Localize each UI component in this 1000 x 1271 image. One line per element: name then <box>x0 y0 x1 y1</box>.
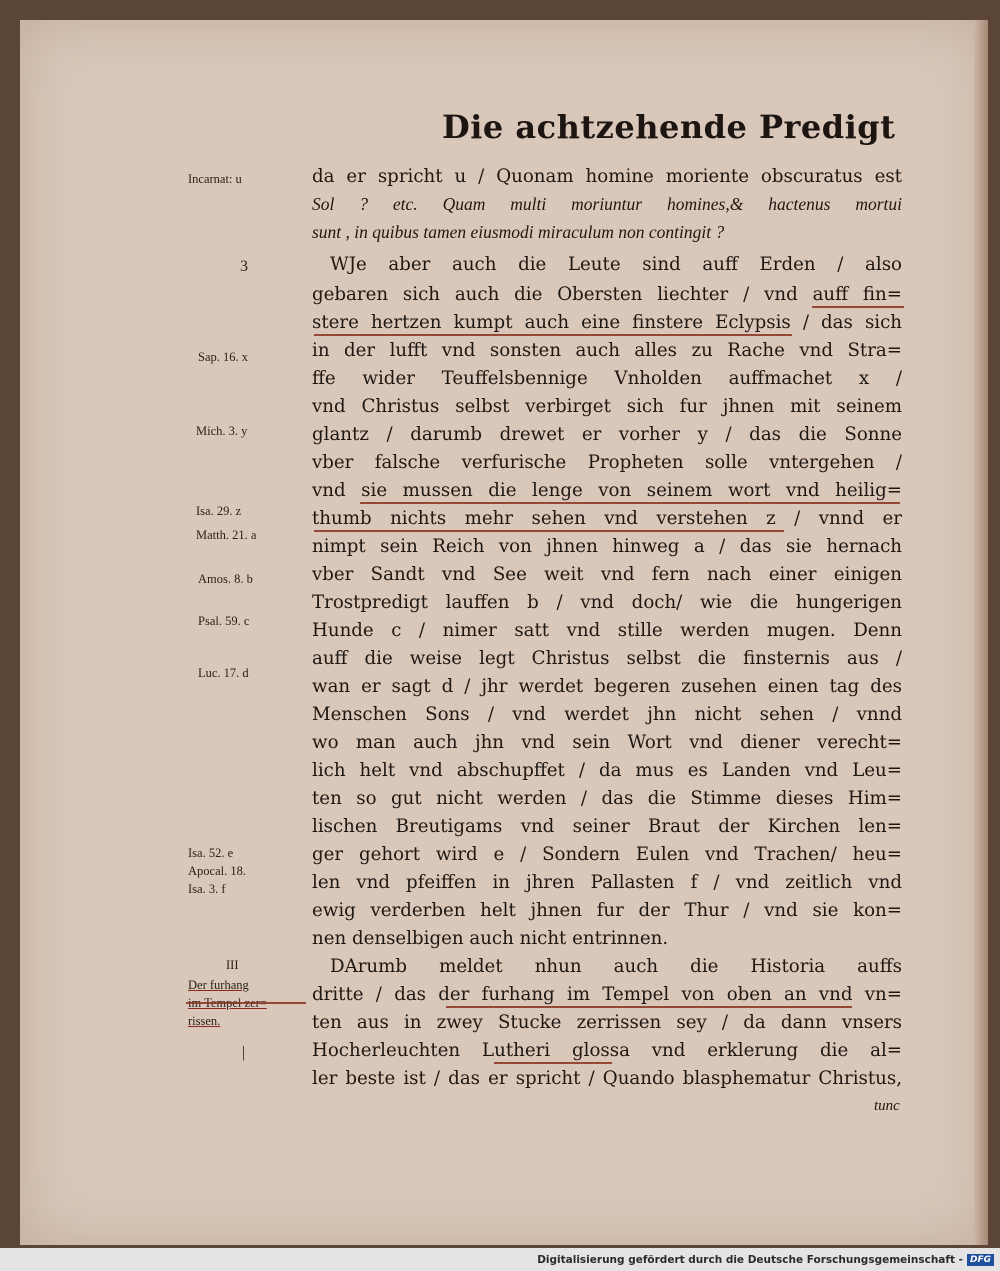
margin-note: Incarnat: u <box>188 172 242 186</box>
margin-note: rissen. <box>188 1014 221 1028</box>
text-line: len vnd pfeiffen in jhren Pallasten f / vnd zeitlich vnd <box>312 872 902 893</box>
text-line: WJe aber auch die Leute sind auff Erden / also <box>330 254 902 275</box>
page-header: Die achtzehende Predigt <box>442 108 896 146</box>
text-line: da er spricht u / Quonam homine moriente obscuratus est <box>312 166 902 187</box>
text-line: ger gehort wird e / Sondern Eulen vnd Trachen/ heu= <box>312 844 902 865</box>
text-line: ler beste ist / das er spricht / Quando blasphematur Christus, <box>312 1068 902 1089</box>
text-line: nen denselbigen auch nicht entrinnen. <box>312 928 669 949</box>
text-line: Trostpredigt lauffen b / vnd doch/ wie die hungerigen <box>312 592 902 613</box>
text-line: Hunde c / nimer satt vnd stille werden mugen. Denn <box>312 620 902 641</box>
text-line: Sol ? etc. Quam multi moriuntur homines,& hactenus mortui <box>312 194 902 214</box>
catchword: tunc <box>874 1098 900 1114</box>
text-line: sunt , in quibus tamen eiusmodi miraculum non contingit ? <box>312 222 725 242</box>
margin-note: Matth. 21. a <box>196 528 257 542</box>
text-line: vber falsche verfurische Propheten solle vntergehen / <box>312 452 902 473</box>
footer-credit: Digitalisierung gefördert durch die Deutsche Forschungsgemeinschaft - <box>537 1254 963 1266</box>
text-line: Hocherleuchten Lutheri glossa vnd erklerung die al= <box>312 1040 902 1061</box>
ink-underline <box>812 306 904 308</box>
text-line: ewig verderben helt jhnen fur der Thur / vnd sie kon= <box>312 900 902 921</box>
ink-underline <box>446 1006 852 1008</box>
text-line: vnd sie mussen die lenge von seinem wort vnd heilig= <box>312 480 902 501</box>
text-line: gebaren sich auch die Obersten liechter / vnd auff fin= <box>312 284 902 305</box>
text-line: ffe wider Teuffelsbennige Vnholden auffmachet x / <box>312 368 902 389</box>
footer <box>537 1253 994 1267</box>
text-line: lischen Breutigams vnd seiner Braut der Kirchen len= <box>312 816 902 837</box>
ink-underline <box>314 530 784 532</box>
dfg-logo[interactable]: DFG <box>967 1254 994 1266</box>
margin-note: Luc. 17. d <box>198 666 249 680</box>
margin-note: Amos. 8. b <box>198 572 253 586</box>
text-line: lich helt vnd abschupffet / da mus es Landen vnd Leu= <box>312 760 902 781</box>
text-line: stere hertzen kumpt auch eine finstere Eclypsis / das sich <box>312 312 902 333</box>
margin-note: III <box>226 958 239 972</box>
ink-underline <box>360 502 900 504</box>
text-line: Menschen Sons / vnd werdet jhn nicht sehen / vnnd <box>312 704 902 725</box>
margin-note: 3 <box>240 258 248 275</box>
text-line: nimpt sein Reich von jhnen hinweg a / das sie hernach <box>312 536 902 557</box>
text-line: DArumb meldet nhun auch die Historia auffs <box>330 956 902 977</box>
text-line: vber Sandt vnd See weit vnd fern nach einer einigen <box>312 564 902 585</box>
margin-note: Apocal. 18. <box>188 864 246 878</box>
text-line: wan er sagt d / jhr werdet begeren zusehen einen tag des <box>312 676 902 697</box>
ink-underline <box>494 1062 612 1064</box>
ink-underline <box>186 1002 306 1004</box>
margin-note: Der furhang <box>188 978 249 992</box>
margin-note: Isa. 29. z <box>196 504 242 518</box>
ink-underline <box>314 334 792 336</box>
page-edge <box>974 20 988 1245</box>
text-line: ten aus in zwey Stucke zerrissen sey / da dann vnsers <box>312 1012 902 1033</box>
text-line: wo man auch jhn vnd sein Wort vnd diener verecht= <box>312 732 902 753</box>
text-line: dritte / das der furhang im Tempel von oben an vnd vn= <box>312 984 902 1005</box>
text-line: in der lufft vnd sonsten auch alles zu Rache vnd Stra= <box>312 340 902 361</box>
text-line: auff die weise legt Christus selbst die finsternis aus / <box>312 648 902 669</box>
margin-note: | <box>242 1044 246 1061</box>
margin-note: Isa. 52. e <box>188 846 234 860</box>
margin-note: Psal. 59. c <box>198 614 250 628</box>
margin-note: Isa. 3. f <box>188 882 226 896</box>
text-line: ten so gut nicht werden / das die Stimme dieses Him= <box>312 788 902 809</box>
text-line: glantz / darumb drewet er vorher y / das die Sonne <box>312 424 902 445</box>
margin-note: Mich. 3. y <box>196 424 248 438</box>
text-line: thumb nichts mehr sehen vnd verstehen z / vnnd er <box>312 508 902 529</box>
margin-note: Sap. 16. x <box>198 350 248 364</box>
text-line: vnd Christus selbst verbirget sich fur jhnen mit seinem <box>312 396 902 417</box>
